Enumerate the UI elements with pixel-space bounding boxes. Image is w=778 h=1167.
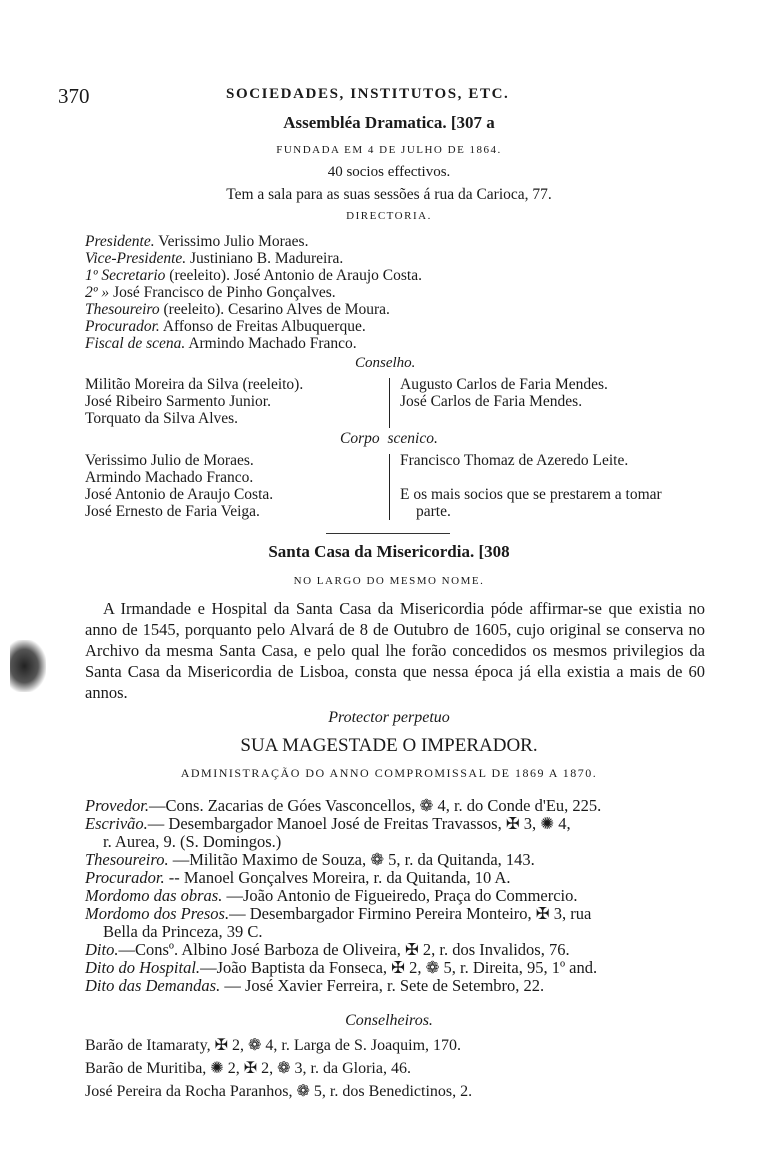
board-role: Presidente. [85, 233, 155, 250]
member-name: Augusto Carlos de Faria Mendes. [400, 376, 608, 393]
officer-details: —Cons. Zacarias de Góes Vasconcellos, ❁ 4, r. do Conde d'Eu, 225. [149, 796, 602, 815]
section-title: Assembléa Dramatica. [307 a [283, 113, 495, 132]
board-name: José Francisco de Pinho Gonçalves. [113, 284, 336, 301]
officer-entry [85, 941, 778, 959]
officer-details: — Desembargador Firmino Pereira Monteiro, ✠ 3, rua [229, 904, 592, 923]
officer-entry [85, 977, 778, 995]
officer-role: Provedor. [85, 796, 150, 815]
officer-entry [85, 833, 778, 851]
member-name: Francisco Thomaz de Azeredo Leite. [400, 452, 629, 469]
member-name: José Ernesto de Faria Veiga. [85, 503, 260, 520]
board-role: Thesoureiro [85, 301, 160, 318]
section-title: Santa Casa da Misericordia. [308 [268, 542, 510, 561]
board-entry [85, 233, 422, 250]
officer-entry [85, 851, 778, 869]
officer-role: Thesoureiro. [85, 850, 169, 869]
board-entry [85, 267, 422, 284]
founded-line: FUNDADA EM 4 DE JULHO DE 1864. [276, 144, 502, 156]
officer-details: —João Baptista da Fonseca, ✠ 2, ❁ 5, r. Direita, 95, 1º and. [200, 958, 598, 977]
history-block [0, 598, 778, 781]
officers-list [85, 797, 778, 995]
member-name: Verissimo Julio de Moraes. [85, 452, 254, 469]
officers-block [0, 797, 778, 1103]
officer-entry [85, 815, 778, 833]
board-entry [85, 318, 422, 335]
column-divider [389, 378, 390, 428]
councillor-entry: José Pereira da Rocha Paranhos, ❁ 5, r. dos Benedictinos, 2. [85, 1083, 473, 1100]
room-line: Tem a sala para as suas sessões á rua da Carioca, 77. [226, 186, 552, 203]
officer-role: Mordomo dos Presos. [85, 904, 230, 923]
member-name: José Carlos de Faria Mendes. [400, 393, 583, 410]
council-heading: Conselho. [355, 355, 416, 371]
officer-details: r. Aurea, 9. (S. Domingos.) [103, 832, 282, 851]
board-name: Verissimo Julio Moraes. [158, 233, 309, 250]
board-role: 2º » [85, 284, 110, 301]
location-line: NO LARGO DO MESMO NOME. [293, 575, 485, 587]
member-name: José Antonio de Araujo Costa. [85, 486, 274, 503]
member-name: Militão Moreira da Silva (reeleito). [85, 376, 304, 393]
board-entry [85, 250, 422, 267]
board-role: Fiscal de scena. [85, 335, 186, 352]
column-divider [389, 454, 390, 520]
officer-entry [85, 959, 778, 977]
page-edge-smudge [10, 640, 46, 692]
councillors-list [85, 1034, 778, 1103]
member-name: Torquato da Silva Alves. [85, 410, 239, 427]
history-paragraph: A Irmandade e Hospital da Santa Casa da Misericordia póde affirmar-se que existia no anno de 1545, porquanto pelo Alvará de 8 de Outubro de 1605, cujo original se conserva no Archivo da mesma Santa Casa, e pelo qual lhe forão concedidos os mesmos privilegios da Santa Casa da Misericordia de Lisboa, consta que nessa época já ella existia a mais de 60 annos. [85, 599, 705, 702]
board-entry [85, 301, 422, 318]
protector-name: SUA MAGESTADE O IMPERADOR. [240, 735, 538, 756]
councillors-heading: Conselheiros. [345, 1012, 433, 1029]
running-title: SOCIEDADES, INSTITUTOS, ETC. [226, 86, 510, 102]
section-divider [326, 533, 450, 534]
members-line: 40 socios effectivos. [327, 164, 451, 180]
officer-entry [85, 869, 778, 887]
board-heading: DIRECTORIA. [346, 210, 432, 222]
officer-role: Procurador. [85, 868, 165, 887]
officer-role: Dito das Demandas. [85, 976, 221, 995]
officer-role: Dito do Hospital. [85, 958, 201, 977]
member-name: José Ribeiro Sarmento Junior. [85, 393, 271, 410]
board-name: (reeleito). José Antonio de Araujo Costa. [169, 267, 422, 284]
officer-details: -- Manoel Gonçalves Moreira, r. da Quitanda, 10 A. [164, 868, 511, 887]
board-entry [85, 284, 422, 301]
protector-label: Protector perpetuo [328, 709, 450, 726]
page-number: 370 [58, 84, 90, 108]
officer-role: Mordomo das obras. [85, 886, 223, 905]
officer-details: —Consº. Albino José Barboza de Oliveira, ✠ 2, r. dos Invalidos, 76. [118, 940, 570, 959]
council-left [85, 376, 303, 427]
officer-entry [85, 797, 778, 815]
board-name: Justiniano B. Madureira. [190, 250, 344, 267]
board-role: Procurador. [85, 318, 160, 335]
officer-details: — Desembargador Manoel José de Freitas Travassos, ✠ 3, ✺ 4, [147, 814, 571, 833]
board-name: (reeleito). Cesarino Alves de Moura. [163, 301, 390, 318]
board-name: Affonso de Freitas Albuquerque. [162, 318, 366, 335]
administration-line: ADMINISTRAÇÃO DO ANNO COMPROMISSAL DE 1869 A 1870. [180, 766, 598, 780]
officer-entry [85, 905, 778, 923]
cast-left [85, 452, 273, 520]
council-right [400, 376, 608, 410]
member-name: parte. [416, 503, 451, 520]
member-name: Armindo Machado Franco. [85, 469, 254, 486]
officer-details: Bella da Princeza, 39 C. [103, 922, 263, 941]
cast-right [400, 452, 662, 520]
officer-details: —João Antonio de Figueiredo, Praça do Commercio. [222, 886, 578, 905]
board-name: Armindo Machado Franco. [188, 335, 357, 352]
officer-details: —Militão Maximo de Souza, ❁ 5, r. da Quitanda, 143. [168, 850, 535, 869]
cast-heading: Corpo scenico. [340, 430, 438, 447]
board-role: Vice-Presidente. [85, 250, 187, 267]
officer-role: Dito. [85, 940, 119, 959]
officer-entry [85, 887, 778, 905]
officer-details: — José Xavier Ferreira, r. Sete de Setembro, 22. [220, 976, 545, 995]
board-role: 1º Secretario [85, 267, 166, 284]
member-name: E os mais socios que se prestarem a tomar [400, 486, 662, 503]
officer-entry [85, 923, 778, 941]
board-list [85, 233, 422, 352]
board-entry [85, 335, 422, 352]
officer-role: Escrivão. [85, 814, 148, 833]
councillor-entry: Barão de Itamaraty, ✠ 2, ❁ 4, r. Larga de S. Joaquim, 170. [85, 1037, 462, 1054]
councillor-entry: Barão de Muritiba, ✺ 2, ✠ 2, ❁ 3, r. da Gloria, 46. [85, 1060, 411, 1077]
